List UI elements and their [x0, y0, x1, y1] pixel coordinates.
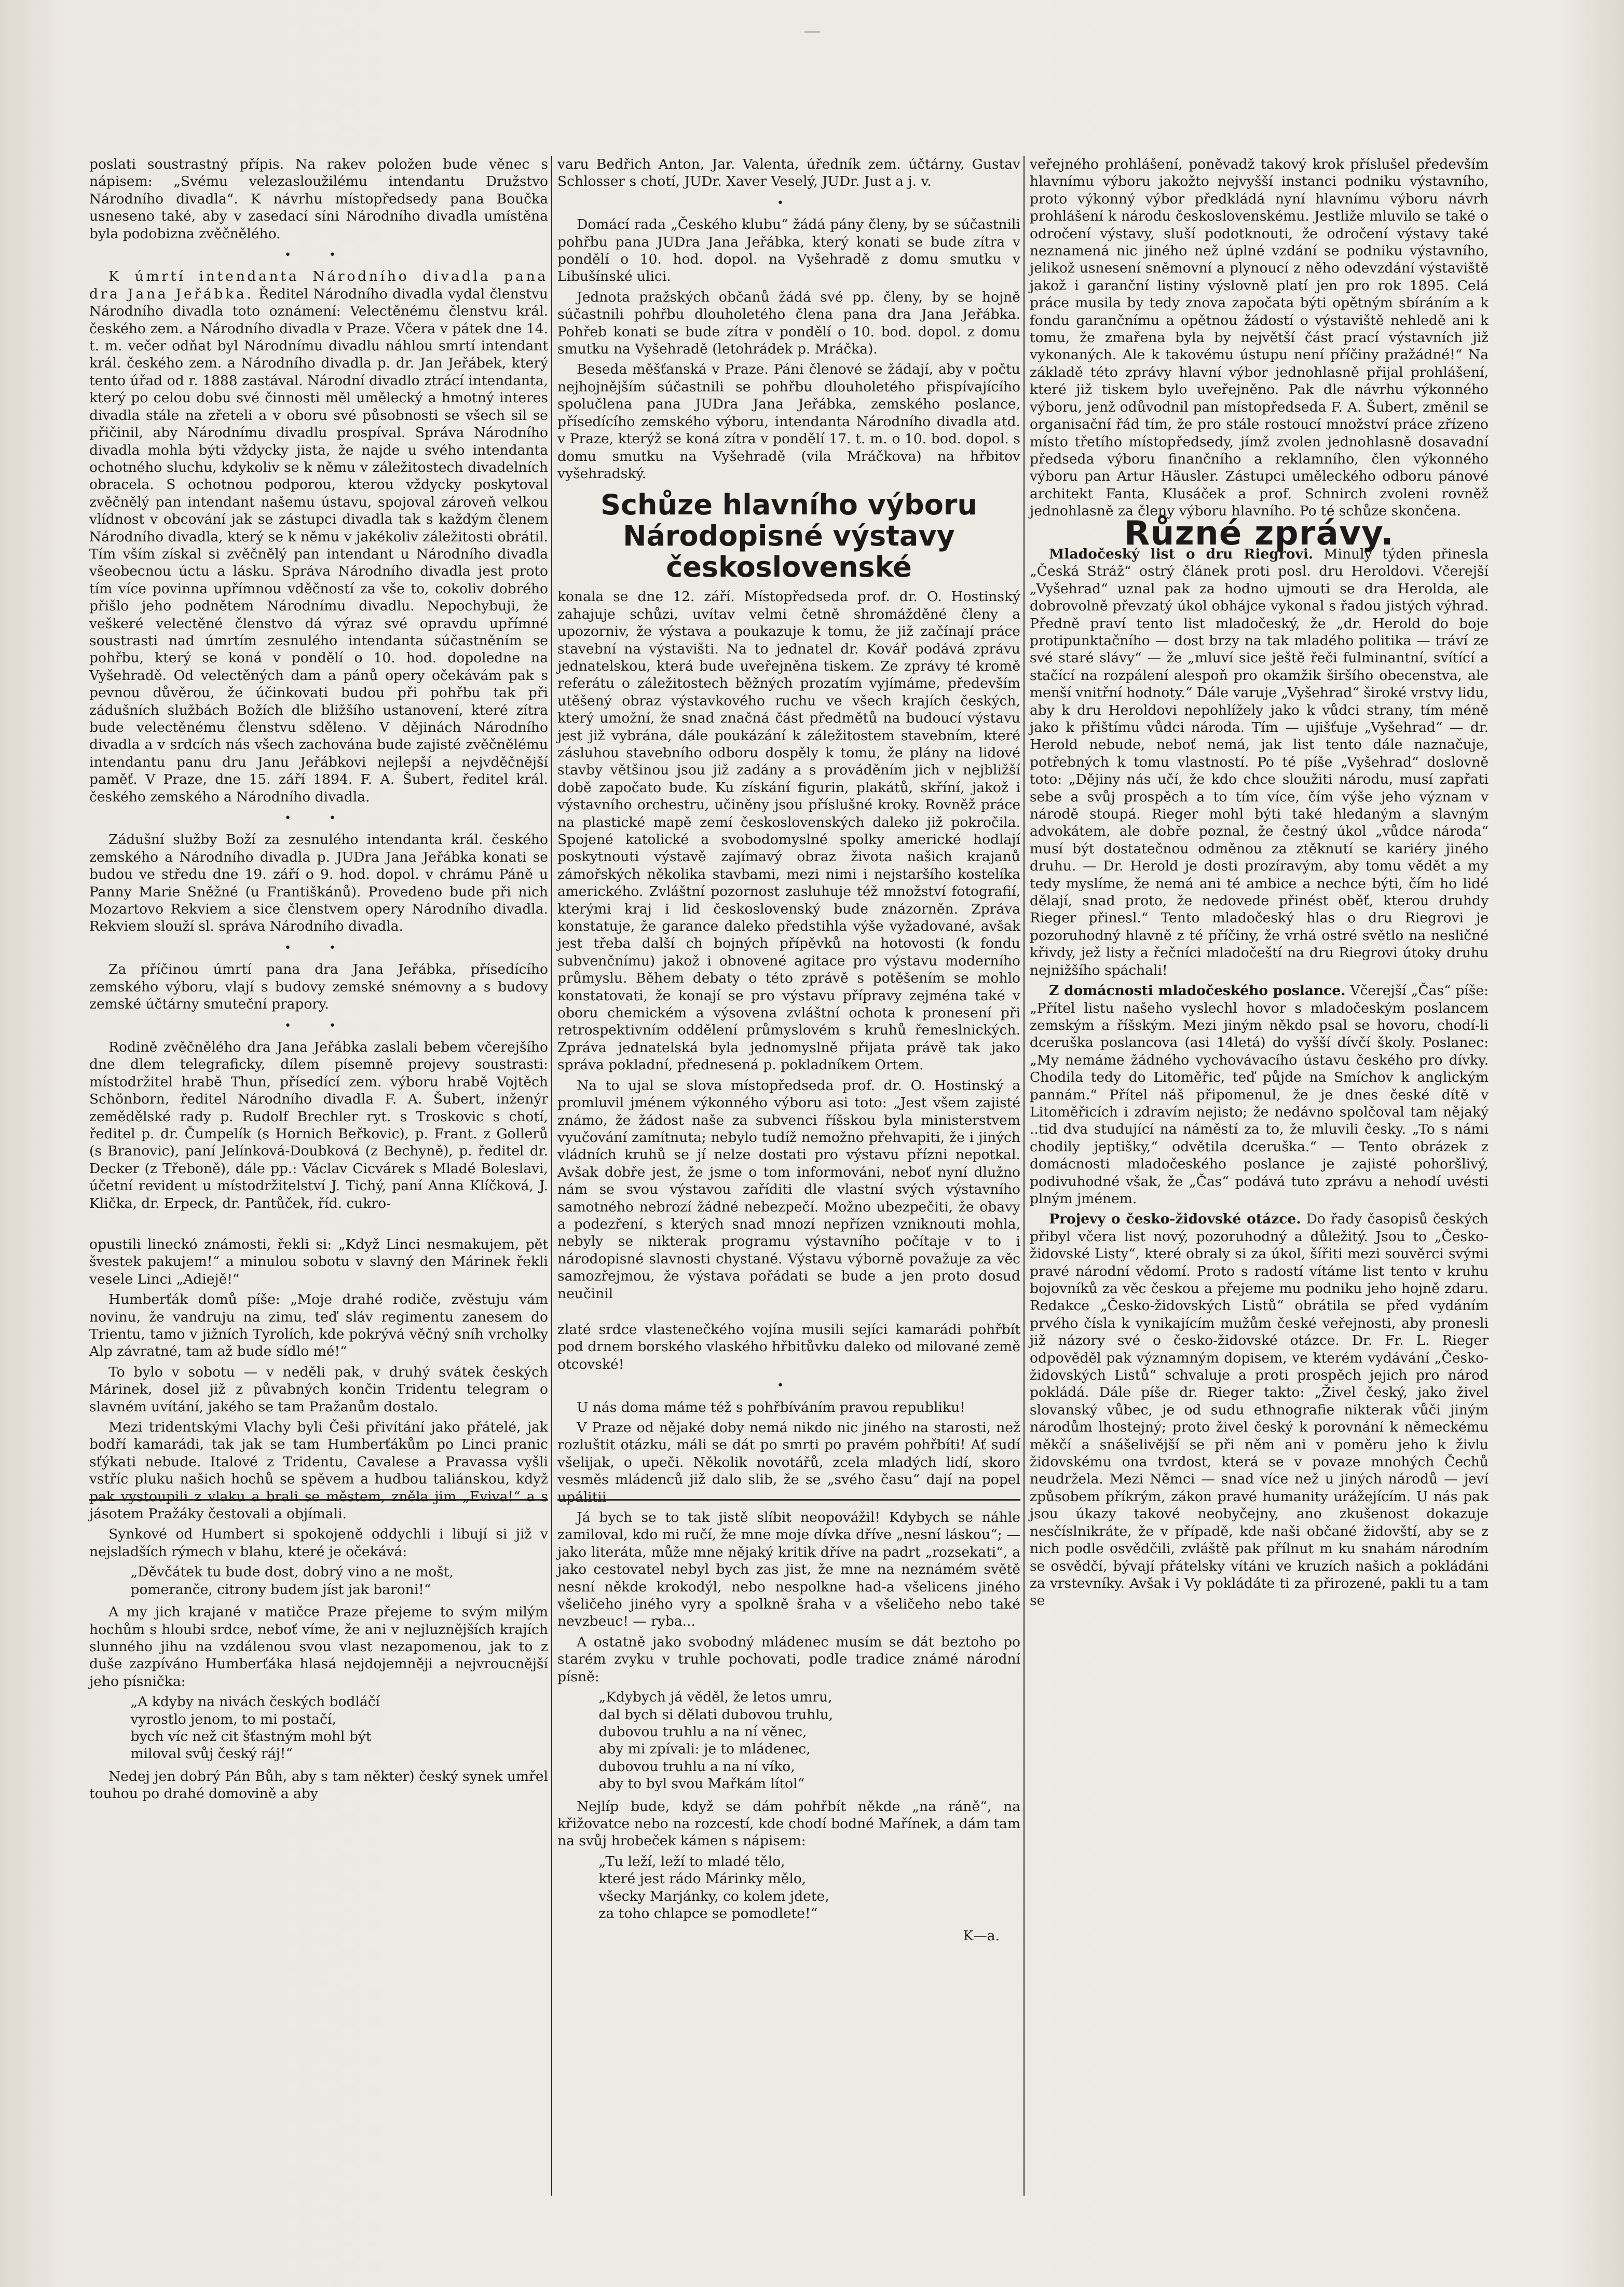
verse — [557, 1689, 1020, 1792]
verse — [89, 1693, 548, 1763]
feuilleton-paragraph: A ostatně jako svobodný mládenec musím se dát beztoho po starém zvyku v truhle pochovati, podle tradice známé národní písně: — [557, 1633, 1020, 1685]
paragraph-lead: K úmrtí intendanta Národního divadla pana dra Jana Jeřábka. — [89, 268, 548, 302]
feuilleton-paragraph: V Praze od nějaké doby nemá nikdo nic jiného na starosti, než rozluštit otázku, máli se dát po smrti po pravém pohřbíti! Ať sudí všelijak, o upeči. Několik novotářů, zcela mladých lidí, skoro vesměs mládenců již dalo slib, že se „svého času“ dají na popel upálitii — [557, 1420, 1020, 1505]
paragraph — [89, 268, 548, 806]
verse-line: „A kdyby na nivách českých bodláčí — [130, 1694, 380, 1710]
paragraph: Beseda měšťanská v Praze. Páni členové se žádají, aby v počtu nejhojnějším súčastnili se pohřbu dlouholetého přispívajícího spolučlena pana JUDra Jana Jeřábka, zemského poslance, přísedícího zemského výboru, intendanta Národního divadla atd. v Praze, kterýž se koná zítra v pondělí 17. t. m. o 10. bod. dopol. s domu smutku na Vyšehradě (vila Mráčkova) na hřbitov vyšehradský. — [557, 361, 1020, 482]
paragraph: poslati soustrastný přípis. Na rakev položen bude věnec s nápisem: „Svému velezasloužilému intendantu Družstvo Národního divadla“. K návrhu místopředsedy pana Boučka usneseno také, aby v zasedací síni Národního divadla umístěna byla podobizna zvěčnělého. — [89, 156, 548, 242]
article-headline: Schůze hlavního výboru Národopisné výstavy československé — [601, 488, 977, 584]
feuilleton-paragraph: Nejlíp bude, když se dám pohřbít někde „na ráně“, na křižovatce nebo na rozcestí, kde chodí bodné Mařínek, a dám tam na svůj hrobeček kámen s nápisem: — [557, 1798, 1020, 1849]
verse — [89, 1563, 548, 1598]
verse-line: miloval svůj český ráj!“ — [130, 1746, 293, 1762]
verse-line: „Tu leží, leží to mladé tělo, — [598, 1853, 785, 1870]
feuilleton-paragraph: U nás doma máme též s pohřbíváním pravou republiku! — [577, 1399, 965, 1415]
verse-line: dubovou truhlu a na ní víko, — [598, 1758, 795, 1775]
column-3 — [1030, 156, 1489, 1613]
verse-line: „Děvčátek tu bude dost, dobrý vino a ne mošt, — [130, 1564, 454, 1581]
paragraph: Na to ujal se slova místopředseda prof. dr. O. Hostinský a promluvil jménem výkonného výboru asi toto: „Jest všem zajisté známo, že žádost naše za subvenci říšskou byla ministerstvem vyučování zamítnuta; nebylo tudíž nemožno přehvapiti, že i jiných vládních kruhů se jí nelze dostati pro výstavu přízni nepotkal. Avšak dobře jest, že jsme o tom informováni, neboť nyní dlužno nám se svou výstavou zaříditi dle vlastní svých výstavního samotného nebrozí žádné nebezpečí. Možno ubezpečiti, že obavy a podezření, s kterých snad mnozí nepřízen vzniknouti mohla, nebyly se nikterak programu výstavního počítaje v to i národopisné slavnosti chystané. Výstavu výborně považuje za věc samozřejmou, že výstava pořádati se bude a jen proto dosud neučinil — [557, 1077, 1020, 1302]
column-rule-left — [551, 156, 552, 2196]
paragraph: Zádušní služby Boží za zesnulého intendanta král. českého zemského a Národního divadla p. JUDra Jana Jeřábka konati se budou ve středu dne 19. září o 9. hod. dopol. v chrámu Páně u Panny Marie Sněžné (u Františkánů). Provedeno bude při nich Mozartovo Rekviem a sice členstvem opery Národního divadla. Rekviem slouží sl. správa Národního divadla. — [89, 832, 548, 935]
verse-line: vyrostlo jenom, to mi postačí, — [130, 1711, 336, 1727]
verse-line: aby mi zpívali: je to mládenec, — [598, 1741, 811, 1758]
feuilleton-paragraph: Já bych se to tak jistě slíbit neopovážil! Kdybych se náhle zamiloval, kdo mi ručí, že mne moje dívka dříve „nesní láskou“; — jako literáta, může mne nějaký kritik dříve na padrt „rozsekati“, a jako cestovatel nebyl bych zas jist, že mne na neznámém světě nesní někde krokodýl, nebo nespolkne had-a všelicens jiného všeličeho jiného vyry a spolkně šraha v a všeličeho nebo také nevzbeuc! — ryba... — [557, 1509, 1020, 1630]
verse-line: všecky Marjánky, co kolem jdete, — [598, 1888, 829, 1904]
section-heading: Různé zprávy. — [1124, 514, 1394, 553]
paragraph: Rodině zvěčnělého dra Jana Jeřábka zaslali bebem včerejšího dne dlem telegraficky, dílem písemně projevy soustrasti: místodržitel hrabě Thun, přísedící zem. výboru hrabě Vojtěch Schönborn, ředitel Národního divadla F. A. Šubert, inženýr zemědělské rady p. Rudolf Brechler ryt. s Troskovic s chotí, ředitel p. dr. Čumpelík (s Hornich Beřkovic), p. Frant. z Gollerů (s Branovic), paní Jelínková-Doubková (z Bechyně), p. ředitel dr. Decker (z Třeboně), dále pp.: Václav Cicvárek s Mladé Boleslavi, účetní revident u místodržitelství J. Tichý, paní Anna Klíčková, J. Klička, dr. Erpeck, dr. Pantůček, říd. cukro- — [89, 1039, 548, 1211]
verse-line: aby to byl svou Mařkám lítol“ — [598, 1776, 805, 1792]
paragraph — [1030, 546, 1489, 979]
column-2 — [557, 156, 1020, 1948]
paragraph-lead: Projevy o česko-židovské otázce. — [1049, 1211, 1301, 1228]
feuilleton-paragraph: Mezi tridentskými Vlachy byli Češi přivítání jako přátelé, jak bodří kamarádi, tak jak se tam Humberťákům po Linci pranic sťýkati nebude. Italové z Tridentu, Cavalese a Pravassa vyšli vstříc pluku našich hochů se spěvem a hudbou taliánskou, když pak vystoupili z vlaku a brali se městem, zněla jim „Eviva!“ a s jásotem Pražáky čestovali a objímali. — [89, 1419, 548, 1522]
verse-line: dal bych si dělati dubovou truhlu, — [598, 1706, 834, 1723]
paragraph — [1030, 1210, 1489, 1609]
feuilleton-paragraph: opustili lineckó známosti, řekli si: „Když Linci nesmakujem, pět švestek pakujem!“ a minulou sobotu v slavný den Márinek řekli vesele Linci „Adiejě!“ — [89, 1236, 548, 1287]
feuilleton-paragraph: zlaté srdce vlastenečkého vojína musili sejíci kamarádi pohřbít pod drnem borského vlaského hřbitůvku daleko od milované země otcovské! — [557, 1321, 1020, 1372]
paragraph: Domácí rada „Českého klubu“ žádá pány členy, by se súčastnili pohřbu pana JUDra Jana Jeřábka, který konati se bude zítra v pondělí o 10. hod. dopol. na Vyšehradě z domu smutku v Libušínské ulici. — [557, 216, 1020, 285]
paragraph: varu Bedřich Anton, Jar. Valenta, úředník zem. účtárny, Gustav Schlosser s chotí, JUDr. Xaver Veselý, JUDr. Just a j. v. — [557, 156, 1020, 190]
paragraph: Jednota pražských občanů žádá své pp. členy, by se hojně súčastnili pohřbu dlouholetého člena pana dra Jana Jeřábka. Pohřeb konati se bude zítra v pondělí o 10. bod. dopol. z domu smutku na Vyšehradě (letohrádek p. Mráčka). — [557, 289, 1020, 358]
paragraph-lead: Mladočeský list o dru Riegrovi. — [1049, 546, 1314, 562]
verse-line: bych víc než cit šťastným mohl být — [130, 1728, 372, 1745]
verse-line: pomeranče, citrony budem jíst jak baroni!“ — [130, 1581, 431, 1598]
column-1 — [89, 156, 548, 1806]
paragraph: konala se dne 12. září. Místopředseda prof. dr. O. Hostinský zahajuje schůzi, uvítav velmi četně shromážděné členy a upozorniv, že výstava a poukazuje k tomu, že již začínají práce stavební na výstavišti. Na to jednatel dr. Kovář podává zprávu jednatelskou, která bude uveřejněna tiskem. Ze zprávy té kromě referátu o záležitostech běžných prozatím vyjímáme, především utěšený obraz výstavkového ruchu ve všech krajích českých, který umožní, že snad značná část předmětů na budoucí výstavu jest již vybrána, dále poukázání k záležitostem stavebním, které zásluhou stavebního odboru dospěly k tomu, že plány na lidové stavby většinou jsou již zadány a s prováděním jich v nejbližší době započato bude. Ku získání figurin, plakátů, skříní, jakož i výstavního orchestru, učiněny jsou příslušné kroky. Rovněž práce na plastické mapě zemí československých daleko již pokročila. Spojené katolické a svobodomyslné spolky americké hodlají poskytnouti výstavě zajímavý obraz života našich krajanů zámořských několika stavbami, mezi nimi i nejstaršího kostelíka amerického. Zvláštní pozornost zasluhuje též množství fotografií, kterými kraj i lid československý bude znázorněn. Zpráva konstatuje, že garance daleko předstihla výše vyžadované, avšak jest třeba další ch bojných přípěvků na hotovosti (k fondu subvenčnímu) jakož i obnovené agitace pro výstavu moderního průmyslu. Během debaty o této zprávě s potěšením se mohlo konstatovati, že konají se pro výstavu přípravy zejména také v oboru chemickém a výsovena zvláštní ochota k pronesení při retrospektivním oddělení průmyslovém s kruhů řemeslnických. Zpráva jednatelská byla jednomyslně přijata právě tak jako správa pokladní, přednesená p. pokladníkem Ortem. — [557, 589, 1020, 1073]
paragraph-body: Minulý týden přinesla „Česká Stráž“ ostrý článek proti posl. dru Heroldovi. Včerejší „Vyšehrad“ uznal pak za hodno ujmouti se dra Herolda, ale dobrovolně převzatý úkol obhájce vykonal s řadou jistých výhrad. Předně praví tento list mladočeský, že „dr. Herold do boje protipunktačního — dost brzy na tak mladého politika — tráví ze své staré slávy“ — že „mluví sice ještě řeči fulminantní, svítící a stačící na rozpálení alespoň pro okamžik širšího obecenstva, ale menší vnitřní hodnoty.“ Dále varuje „Vyšehrad“ široké vrstvy lidu, aby k dru Heroldovi nepohlížely jako k vůdci strany, tím méně jako k přištímu vůdci národa. Tím — ujišťuje „Vyšehrad“ — dr. Herold nebude, neboť nemá, jak list tento dále naznačuje, potřebných k tomu vlastností. Po té píše „Vyšehrad“ doslovně toto: „Dějiny nás učí, že kdo chce sloužiti národu, musí zapřati sebe a svůj prospěch a to tím více, čím výše jeho význam v národě stoupá. Rieger mohl býti také hledaným a slavným advokátem, ale dobře poznal, že čestný úkol „vůdce národa“ musí být dostatečnou odměnou za ztěknutí se kariéry jiného druhu. — Dr. Herold je dosti prozíravým, aby tomu vědět a my tedy myslíme, že nemá ani té ambice a nechce býti, čím ho lidé dělají, snad proto, že nedovede přinést oběť, kterou druhdy Rieger přinesl.“ Tento mladočeský hlas o dru Riegrovi je pozoruhodný hlavně z té příčiny, že vrhá ostré světlo na nesličné křivdy, jež listy a řečníci mladočeští na dru Riegrovi útoky druhu nejnižšího spáchali! — [1030, 546, 1489, 978]
paragraph-body: Ředitel Národního divadla vydal členstvu Národního divadla toto oznámení: Velectěnému členstvu král. českého zem. a Národního divadla v Praze. Včera v pátek dne 14. t. m. večer odňat byl Národnímu divadlu náhlou smrtí intendant král. českého zem. a Národního divadla p. dr. Jan Jeřábek, který tento úřad od r. 1888 zastával. Národní divadlo ztrácí intendanta, který po celou dobu své činnosti měl umělecký a hmotný interes divadla stále na zřeteli a v oboru své působnosti se všech sil se přičinil, aby Národnímu divadlu prospíval. Správa Národního divadla mohla býti vždycky jista, že najde u svého intendanta ochotného sluchu, kdykoliv se k němu v záležitostech divadelních obracela. S ochotnou podporou, kterou vždycky poskytoval zvěčnělý pan intendant našemu ústavu, spojoval zároveň velkou vlídnost v obcování jak se zástupci divadla tak s každým členem Národního divadla, který se k němu v jakékoliv záležitosti obrátil. Tím vším získal si zvěčnělý pan intendant u Národního divadla všeobecnou úctu a lásku. Správa Národního divadla jest proto tím více povinna upřímnou vděčností za vše to, cokoliv dobrého přišlo jeho podnětem Národnímu divadlu. Nepochybuji, že veškeré velectěné členstvo dá výraz své opravdu upřímné soustrasti nad úmrtím zesnulého intendanta súčastněním se pohřbu, který se koná v pondělí o 10. hod. dopoledne na Vyšehradě. Od velectěných dam a pánů opery očekávám pak s pevnou důvěrou, že účinkovati budou při pohřbu tak při zádušních službách Božích dle bližšího ustanovení, které zítra bude velectěnému členstvu sdělenо. V dějinách Národního divadla a v srdcích nás všech zachována bude zajisté zvěčnělému intendantu panu dru Janu Jeřábkovi nejlepší a nejvděčnější paměť. V Praze, dne 15. září 1894. F. A. Šubert, ředitel král. českého zemského a Národního divadla. — [89, 285, 548, 805]
verse — [557, 1853, 1020, 1923]
section-dots: • — [777, 196, 801, 210]
feuilleton-paragraph: Synkové od Humbert si spokojeně oddychli i libují si již v nejsladších rýmech v blahu, které je očekává: — [89, 1526, 548, 1560]
feuilleton-paragraph: A my jich krajané v matičce Praze přejeme to svým milým hochům s hloubi srdce, neboť víme, že ani v nejluznějších krajích slunného jihu na vzdálenou svou vlast nezapomenou, jak to z duše zazpíváno Humberťáka hlasá nejdojemněji a nejvroucnější jeho písnička: — [89, 1604, 548, 1690]
section-dots: • • — [284, 941, 353, 955]
paragraph-lead: Z domácnosti mladočeského poslance. — [1049, 983, 1346, 999]
page-edge-mark — [804, 31, 820, 33]
verse-line: za toho chlapce se pomodlete!“ — [598, 1905, 818, 1922]
section-dots: • • — [284, 1019, 353, 1032]
author-signature: K—a. — [963, 1928, 1000, 1944]
column-rule-right — [1023, 156, 1025, 2196]
feuilleton-paragraph: Humberťák domů píše: „Moje drahé rodiče, zvěstuju vám novinu, že vandruju na zimu, teď sláv regimentu zanesem do Trientu, tamo v jižních Tyrolích, kde pokrývá věčný sníh vrcholky Alp závratné, tam až bude sídlo mé!“ — [89, 1291, 548, 1360]
verse-line: „Kdybych já věděl, že letos umru, — [598, 1689, 833, 1706]
paragraph — [1030, 982, 1489, 1207]
paragraph: veřejného prohlášení, poněvadž takový krok příslušel především hlavnímu výboru jakožto nejvyšší instanci podniku výstavního, proto výkonný výbor předkládá nyní hlavnímu výboru návrh prohlášení k národu československému. Jestliže mluvilo se také o odročení výstavy, sluší podotknouti, že odročení výstavy také neznamená nic jiného než úplné vzdání se podniku výstavního, jelikož usnesení sněmovní a plynoucí z něho odevzdání výstaviště jakož i garanční listiny výslovně platí jen pro rok 1895. Celá práce musila by tedy znova započata býti opětným sbíráním a k fondu garančnímu a opětnou žádostí o výstaviště nehledě ani k tomu, že zmařena byla by největší část prací výstavních již vykonaných. Ale k takovému ústupu není příčiny pražádné!“ Na základě této zprávy hlavní výbor jednohlasně přijal prohlášení, které již tiskem bylo uveřejněno. Pak dle návrhu výkonného výboru, jenž odůvodnil pan místopředseda F. A. Šubert, změnil se organisační řád tím, že pro stále rostoucí množství práce zřízeno místo třetího místopředsedy, jímž zvolen jednohlasně dosavadní předseda výboru finančního a reklamního, člen výkonného výboru pan Artur Häusler. Zástupci uměleckého odboru pánové architekt Fanta, Klusáček a prof. Schnirch zvoleni rovněž jednohlasně za členy výboru hlavního. Po té schůze skončena. — [1030, 156, 1489, 520]
paragraph-body: Včerejší „Čas“ píše: „Přítel listu našeho vyslechl hovor s mladočeským poslancem zemským a říšským. Mezi jiným někdo psal se hovoru, chodí-li dceruška poslancova (asi 14letá) do vyšší dívčí školy. Poslanec: „My nemáme žádného vychovávacího ústavu českého pro dívky. Chodila tedy do Litoměřic, teď půjde na Smíchov k anglickým pannám.“ Přítel náš připomenul, že je dnes české dítě v Litoměřicích i zdravím nejisto; že nedávno spolčoval tam nějaký ..tid dva studující na náměstí za to, že mluvili česky. „To s námi chodily jeptišky,“ odvětila dceruška.“ — Tento obrázek z domácnosti mladočeského poslance je zajisté pohoršlivý, podivuhodné však, že „Čas“ podává tuto zprávu a nehodí uvésti plným jménem. — [1030, 983, 1489, 1207]
feuilleton-paragraph: To bylo v sobotu — v neděli pak, v druhý svátek českých Márinek, dosel již z půvabných končin Tridentu telegram o slavném uvítání, jakého se tam Pražanům dostalo. — [89, 1364, 548, 1415]
verse-line: dubovou truhlu a na ní věnec, — [598, 1723, 807, 1740]
verse-line: které jest rádo Márinky mělo, — [598, 1871, 807, 1887]
section-dots: • • — [284, 812, 353, 825]
section-dots: • — [777, 1379, 801, 1393]
paragraph: Za příčinou úmrtí pana dra Jana Jeřábka, přísedícího zemského výboru, vlají s budovy zemské snémovny a s budovy zemské účtárny smuteční prapory. — [89, 961, 548, 1013]
feuilleton-paragraph: Nedej jen dobrý Pán Bůh, aby s tam někter) český synek umřel touhou po drahé domovině a aby — [89, 1768, 548, 1802]
section-dots: • • — [284, 249, 353, 262]
paragraph-body: Do řady časopisů českých přibyl včera list nový, pozoruhodný a důležitý. Jsou to „Česko-židovské Listy“, které obraly si za úkol, šířiti mezi souvěrci svými pravé národní vědomí. Proto s radostí vítáme list tento v kruhu bojovníků za věc českou a přejeme mu podniku jeho hojně zdaru. Redakce „Česko-židovských Listů“ obrátila se před vydáním prvého čísla k vynikajícím mužům české veřejnosti, aby pronesli již názory své o česko-židovské otázce. Dr. Fr. L. Rieger odpověděl pak významným dopisem, ve kterém vydávání „Česko-židovských Listů“ schvaluje a proti prospěch jejich pro národ pokládá. Dále píše dr. Rieger takto: „Živel český, jako živel slovanský vůbec, je od sudu ethnografie nikterak vůči jiným národům lhostejný; proto živel český k porovnání k německému měkčí a snášelivější se při něm ani v poměru jeho k živlu židovskému ona tvrdost, která se v povaze mnohých Čechů neudržela. Mezi Němci — snad více než u jiných národů — jeví způsobem příkrým, zákon pravé humanity urážejícím. U nás pak jsou úkazy takové neobyčejny, ano zkušenost dokazuje nesčíslnikráte, že v případě, kde naši občané židovští, aby se z nich podle osvědčili, zvláště pak přílnut m ku snahám národním se osvědčí, bývají přátelsky vítáni ve kruzích našich a pokládáni za vrstevníky. Avšak i Vy pokládáte ti za přirozené, pakli tu a tam se — [1030, 1211, 1489, 1609]
